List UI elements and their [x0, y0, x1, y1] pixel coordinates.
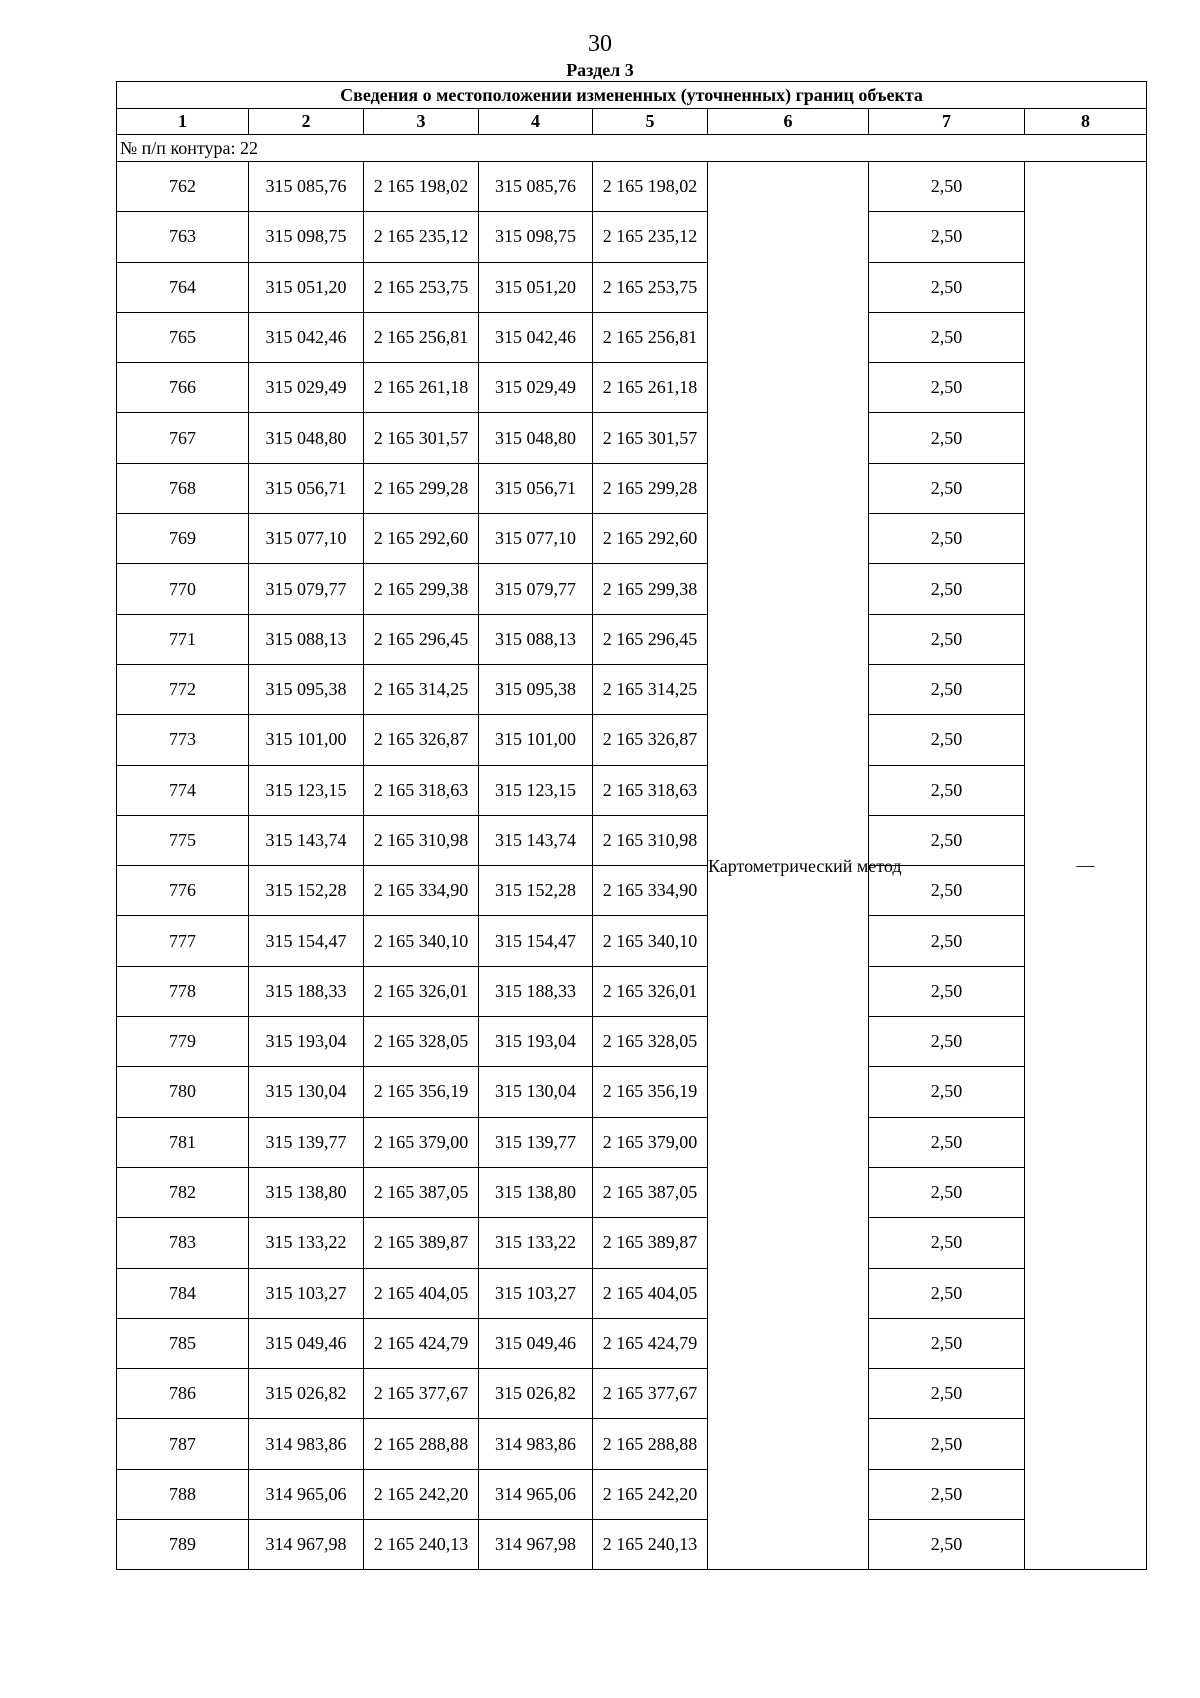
- error-value-cell: 2,50: [869, 463, 1025, 513]
- coordinate-cell: 315 098,75: [249, 212, 364, 262]
- point-number-cell: 771: [117, 614, 249, 664]
- method-cell: Картометрический метод: [708, 162, 869, 1570]
- coordinate-cell: 315 188,33: [479, 966, 593, 1016]
- coordinate-cell: 2 165 292,60: [364, 514, 479, 564]
- coordinate-cell: 2 165 356,19: [364, 1067, 479, 1117]
- table-row: [117, 966, 1147, 1016]
- coordinate-cell: 315 042,46: [479, 312, 593, 362]
- coordinate-cell: 315 138,80: [479, 1167, 593, 1217]
- table-heading: Сведения о местоположении измененных (уточненных) границ объекта: [117, 82, 1147, 109]
- coordinate-cell: 315 026,82: [249, 1369, 364, 1419]
- table-row: [117, 1520, 1147, 1570]
- coordinate-cell: 2 165 377,67: [364, 1369, 479, 1419]
- table-body: [117, 162, 1147, 1570]
- table-row: [117, 1167, 1147, 1217]
- column-number: 6: [708, 109, 869, 135]
- coordinate-cell: 315 130,04: [249, 1067, 364, 1117]
- column-number: 2: [249, 109, 364, 135]
- table-row: [117, 413, 1147, 463]
- coordinate-cell: 315 138,80: [249, 1167, 364, 1217]
- table-row: [117, 162, 1147, 212]
- table-row: [117, 212, 1147, 262]
- coordinate-cell: 2 165 377,67: [593, 1369, 708, 1419]
- coordinate-cell: 315 095,38: [479, 664, 593, 714]
- table-row: [117, 815, 1147, 865]
- table-row: [117, 664, 1147, 714]
- coordinate-cell: 2 165 253,75: [364, 262, 479, 312]
- point-number-cell: 769: [117, 514, 249, 564]
- error-value-cell: 2,50: [869, 765, 1025, 815]
- error-value-cell: 2,50: [869, 1218, 1025, 1268]
- error-value-cell: 2,50: [869, 1067, 1025, 1117]
- coordinate-cell: 2 165 326,87: [593, 715, 708, 765]
- coordinate-cell: 315 133,22: [479, 1218, 593, 1268]
- point-number-cell: 765: [117, 312, 249, 362]
- coordinate-cell: 2 165 296,45: [364, 614, 479, 664]
- point-number-cell: 768: [117, 463, 249, 513]
- table-row: [117, 866, 1147, 916]
- coordinate-cell: 2 165 314,25: [593, 664, 708, 714]
- error-value-cell: 2,50: [869, 966, 1025, 1016]
- coordinate-cell: 2 165 356,19: [593, 1067, 708, 1117]
- error-value-cell: 2,50: [869, 1520, 1025, 1570]
- coordinate-cell: 315 085,76: [249, 162, 364, 212]
- column-number: 3: [364, 109, 479, 135]
- table-row: [117, 463, 1147, 513]
- coordinate-cell: 2 165 318,63: [593, 765, 708, 815]
- error-value-cell: 2,50: [869, 1419, 1025, 1469]
- point-number-cell: 782: [117, 1167, 249, 1217]
- coordinate-cell: 2 165 318,63: [364, 765, 479, 815]
- coordinate-cell: 2 165 387,05: [364, 1167, 479, 1217]
- coordinate-cell: 315 085,76: [479, 162, 593, 212]
- error-value-cell: 2,50: [869, 664, 1025, 714]
- coordinate-cell: 314 965,06: [249, 1469, 364, 1519]
- coordinate-cell: 314 983,86: [479, 1419, 593, 1469]
- coordinate-cell: 315 056,71: [479, 463, 593, 513]
- point-number-cell: 777: [117, 916, 249, 966]
- coordinate-cell: 2 165 389,87: [593, 1218, 708, 1268]
- coordinate-cell: 2 165 379,00: [364, 1117, 479, 1167]
- error-value-cell: 2,50: [869, 564, 1025, 614]
- table-row: [117, 514, 1147, 564]
- coordinate-cell: 2 165 299,38: [593, 564, 708, 614]
- coordinate-cell: 2 165 328,05: [364, 1017, 479, 1067]
- coordinates-table: [116, 81, 1147, 1570]
- coordinate-cell: 2 165 328,05: [593, 1017, 708, 1067]
- table-row: [117, 1419, 1147, 1469]
- coordinate-cell: 315 123,15: [479, 765, 593, 815]
- coordinate-cell: 315 101,00: [479, 715, 593, 765]
- coordinate-cell: 315 139,77: [249, 1117, 364, 1167]
- point-number-cell: 763: [117, 212, 249, 262]
- point-number-cell: 788: [117, 1469, 249, 1519]
- coordinate-cell: 2 165 310,98: [364, 815, 479, 865]
- coordinate-cell: 2 165 314,25: [364, 664, 479, 714]
- coordinate-cell: 315 079,77: [249, 564, 364, 614]
- coordinate-cell: 2 165 242,20: [593, 1469, 708, 1519]
- coordinate-cell: 2 165 256,81: [593, 312, 708, 362]
- coordinate-cell: 2 165 292,60: [593, 514, 708, 564]
- table-row: [117, 363, 1147, 413]
- column-number: 1: [117, 109, 249, 135]
- table-row: [117, 262, 1147, 312]
- coordinate-cell: 2 165 301,57: [364, 413, 479, 463]
- error-value-cell: 2,50: [869, 162, 1025, 212]
- coordinate-cell: 2 165 387,05: [593, 1167, 708, 1217]
- table-row: [117, 1268, 1147, 1318]
- coordinate-cell: 314 983,86: [249, 1419, 364, 1469]
- coordinate-cell: 315 139,77: [479, 1117, 593, 1167]
- table-row: [117, 765, 1147, 815]
- coordinate-cell: 315 088,13: [249, 614, 364, 664]
- point-number-cell: 778: [117, 966, 249, 1016]
- coordinate-cell: 2 165 326,01: [593, 966, 708, 1016]
- table-row: [117, 564, 1147, 614]
- coordinate-cell: 2 165 404,05: [593, 1268, 708, 1318]
- coordinate-cell: 315 029,49: [479, 363, 593, 413]
- coordinate-cell: 2 165 240,13: [593, 1520, 708, 1570]
- column-number: 4: [479, 109, 593, 135]
- coordinate-cell: 315 077,10: [479, 514, 593, 564]
- coordinate-cell: 315 048,80: [249, 413, 364, 463]
- coordinate-cell: 315 049,46: [249, 1318, 364, 1368]
- coordinate-cell: 2 165 334,90: [593, 866, 708, 916]
- coordinate-cell: 315 077,10: [249, 514, 364, 564]
- error-value-cell: 2,50: [869, 1469, 1025, 1519]
- coordinate-cell: 2 165 296,45: [593, 614, 708, 664]
- error-value-cell: 2,50: [869, 1268, 1025, 1318]
- coordinate-cell: 314 967,98: [249, 1520, 364, 1570]
- coordinate-cell: 2 165 240,13: [364, 1520, 479, 1570]
- error-value-cell: 2,50: [869, 1017, 1025, 1067]
- error-value-cell: 2,50: [869, 262, 1025, 312]
- coordinate-cell: 315 193,04: [249, 1017, 364, 1067]
- point-number-cell: 786: [117, 1369, 249, 1419]
- error-value-cell: 2,50: [869, 514, 1025, 564]
- coordinate-cell: 2 165 235,12: [364, 212, 479, 262]
- error-value-cell: 2,50: [869, 413, 1025, 463]
- coordinate-cell: 315 103,27: [249, 1268, 364, 1318]
- coordinate-cell: 2 165 340,10: [364, 916, 479, 966]
- coordinate-cell: 2 165 379,00: [593, 1117, 708, 1167]
- coordinate-cell: 2 165 334,90: [364, 866, 479, 916]
- coordinate-cell: 315 048,80: [479, 413, 593, 463]
- coordinate-cell: 315 152,28: [479, 866, 593, 916]
- coordinate-cell: 315 095,38: [249, 664, 364, 714]
- table-row: [117, 715, 1147, 765]
- error-value-cell: 2,50: [869, 916, 1025, 966]
- coordinate-cell: 315 049,46: [479, 1318, 593, 1368]
- coordinate-cell: 315 130,04: [479, 1067, 593, 1117]
- error-value-cell: 2,50: [869, 815, 1025, 865]
- coordinate-cell: 315 133,22: [249, 1218, 364, 1268]
- coordinate-cell: 315 188,33: [249, 966, 364, 1016]
- point-number-cell: 766: [117, 363, 249, 413]
- coordinate-cell: 2 165 299,28: [593, 463, 708, 513]
- coordinate-cell: 2 165 424,79: [364, 1318, 479, 1368]
- table-row: [117, 1117, 1147, 1167]
- coordinate-cell: 2 165 253,75: [593, 262, 708, 312]
- coordinate-cell: 315 051,20: [249, 262, 364, 312]
- coordinate-cell: 2 165 299,38: [364, 564, 479, 614]
- point-number-cell: 775: [117, 815, 249, 865]
- coordinate-cell: 315 154,47: [479, 916, 593, 966]
- coordinate-cell: 2 165 326,01: [364, 966, 479, 1016]
- point-number-cell: 774: [117, 765, 249, 815]
- coordinate-cell: 2 165 299,28: [364, 463, 479, 513]
- coordinate-cell: 315 042,46: [249, 312, 364, 362]
- coordinate-cell: 2 165 242,20: [364, 1469, 479, 1519]
- error-value-cell: 2,50: [869, 1369, 1025, 1419]
- coordinate-cell: 2 165 301,57: [593, 413, 708, 463]
- point-number-cell: 772: [117, 664, 249, 714]
- coordinate-cell: 2 165 424,79: [593, 1318, 708, 1368]
- error-value-cell: 2,50: [869, 715, 1025, 765]
- contour-label: № п/п контура: 22: [117, 135, 1147, 162]
- table-row: [117, 1218, 1147, 1268]
- coordinate-cell: 315 029,49: [249, 363, 364, 413]
- coordinate-cell: 315 051,20: [479, 262, 593, 312]
- error-value-cell: 2,50: [869, 866, 1025, 916]
- point-number-cell: 780: [117, 1067, 249, 1117]
- table-row: [117, 916, 1147, 966]
- coordinate-cell: 315 152,28: [249, 866, 364, 916]
- coordinate-cell: 315 193,04: [479, 1017, 593, 1067]
- column8-cell: —: [1025, 162, 1147, 1570]
- coordinate-cell: 2 165 389,87: [364, 1218, 479, 1268]
- coordinate-cell: 2 165 326,87: [364, 715, 479, 765]
- coordinate-cell: 2 165 340,10: [593, 916, 708, 966]
- coordinate-cell: 2 165 256,81: [364, 312, 479, 362]
- error-value-cell: 2,50: [869, 312, 1025, 362]
- coordinate-cell: 315 079,77: [479, 564, 593, 614]
- coordinate-cell: 315 154,47: [249, 916, 364, 966]
- coordinate-cell: 2 165 261,18: [593, 363, 708, 413]
- coordinate-cell: 314 965,06: [479, 1469, 593, 1519]
- point-number-cell: 767: [117, 413, 249, 463]
- point-number-cell: 764: [117, 262, 249, 312]
- coordinate-cell: 315 123,15: [249, 765, 364, 815]
- column-number: 8: [1025, 109, 1147, 135]
- point-number-cell: 783: [117, 1218, 249, 1268]
- table-row: [117, 1067, 1147, 1117]
- coordinate-cell: 2 165 198,02: [593, 162, 708, 212]
- point-number-cell: 776: [117, 866, 249, 916]
- table-row: [117, 1017, 1147, 1067]
- point-number-cell: 779: [117, 1017, 249, 1067]
- coordinate-cell: 315 056,71: [249, 463, 364, 513]
- error-value-cell: 2,50: [869, 1167, 1025, 1217]
- coordinate-cell: 315 026,82: [479, 1369, 593, 1419]
- page-number: 30: [588, 31, 612, 57]
- point-number-cell: 789: [117, 1520, 249, 1570]
- coordinate-cell: 315 143,74: [249, 815, 364, 865]
- coordinate-cell: 315 088,13: [479, 614, 593, 664]
- table-row: [117, 1469, 1147, 1519]
- table-row: [117, 614, 1147, 664]
- error-value-cell: 2,50: [869, 1318, 1025, 1368]
- coordinate-cell: 315 103,27: [479, 1268, 593, 1318]
- section-title: Раздел 3: [566, 60, 634, 80]
- table-row: [117, 312, 1147, 362]
- coordinate-cell: 315 143,74: [479, 815, 593, 865]
- point-number-cell: 787: [117, 1419, 249, 1469]
- point-number-cell: 784: [117, 1268, 249, 1318]
- error-value-cell: 2,50: [869, 212, 1025, 262]
- coordinate-cell: 315 098,75: [479, 212, 593, 262]
- error-value-cell: 2,50: [869, 363, 1025, 413]
- coordinate-cell: 314 967,98: [479, 1520, 593, 1570]
- error-value-cell: 2,50: [869, 614, 1025, 664]
- coordinate-cell: 2 165 198,02: [364, 162, 479, 212]
- point-number-cell: 781: [117, 1117, 249, 1167]
- error-value-cell: 2,50: [869, 1117, 1025, 1167]
- coordinate-cell: 2 165 310,98: [593, 815, 708, 865]
- point-number-cell: 773: [117, 715, 249, 765]
- coordinate-cell: 2 165 288,88: [364, 1419, 479, 1469]
- point-number-cell: 770: [117, 564, 249, 614]
- coordinate-cell: 2 165 404,05: [364, 1268, 479, 1318]
- table-row: [117, 1369, 1147, 1419]
- point-number-cell: 785: [117, 1318, 249, 1368]
- table-row: [117, 1318, 1147, 1368]
- point-number-cell: 762: [117, 162, 249, 212]
- coordinate-cell: 315 101,00: [249, 715, 364, 765]
- coordinate-cell: 2 165 288,88: [593, 1419, 708, 1469]
- column-number: 7: [869, 109, 1025, 135]
- coordinate-cell: 2 165 261,18: [364, 363, 479, 413]
- coordinate-cell: 2 165 235,12: [593, 212, 708, 262]
- column-number: 5: [593, 109, 708, 135]
